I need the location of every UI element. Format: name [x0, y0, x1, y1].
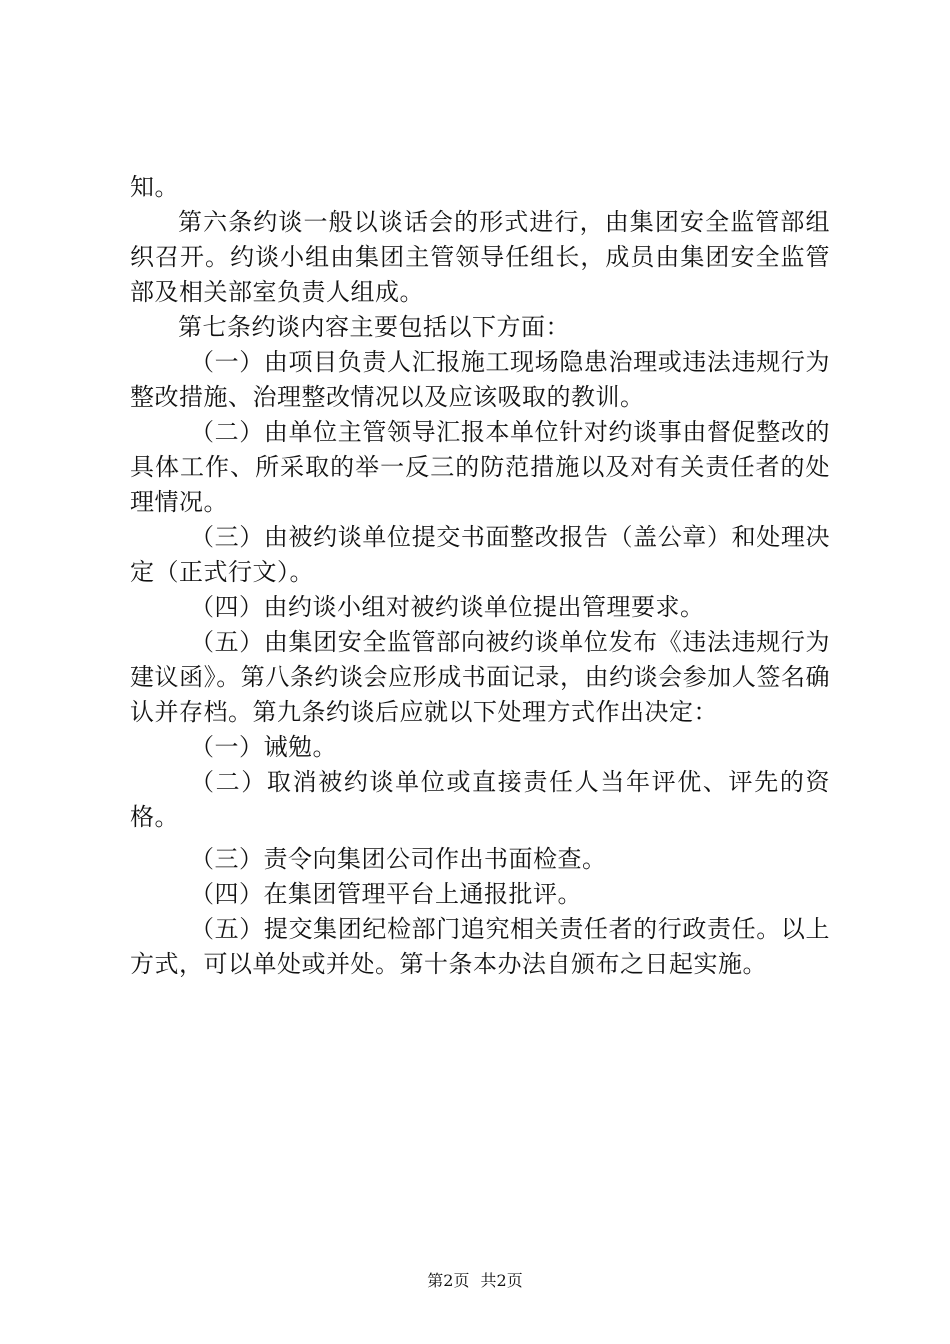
- paragraph-item-5: （五）由集团安全监管部向被约谈单位发布《违法违规行为建议函》。第八条约谈会应形成书面记录，由约谈会参加人签名确认并存档。第九条约谈后应就以下处理方式作出决定：: [130, 628, 830, 726]
- page-footer: [0, 1271, 950, 1291]
- paragraph-item-3: （三）由被约谈单位提交书面整改报告（盖公章）和处理决定（正式行文）。: [130, 523, 830, 586]
- paragraph-continuation: 知。: [130, 173, 179, 201]
- paragraph-measure-1: （一）诫勉。: [190, 733, 337, 761]
- paragraph-article-6: 第六条约谈一般以谈话会的形式进行，由集团安全监管部组织召开。约谈小组由集团主管领导任组长，成员由集团安全监管部及相关部室负责人组成。: [130, 208, 830, 306]
- page-number: 第2页: [427, 1271, 470, 1290]
- paragraph-item-4: （四）由约谈小组对被约谈单位提出管理要求。: [190, 593, 705, 621]
- paragraph-item-1: （一）由项目负责人汇报施工现场隐患治理或违法违规行为整改措施、治理整改情况以及应该吸取的教训。: [130, 348, 830, 411]
- paragraph-article-7: 第七条约谈内容主要包括以下方面：: [178, 313, 570, 341]
- page-total: 共2页: [480, 1271, 523, 1290]
- paragraph-item-2: （二）由单位主管领导汇报本单位针对约谈事由督促整改的具体工作、所采取的举一反三的防范措施以及对有关责任者的处理情况。: [130, 418, 830, 516]
- paragraph-measure-2: （二）取消被约谈单位或直接责任人当年评优、评先的资格。: [130, 768, 830, 831]
- paragraph-measure-3: （三）责令向集团公司作出书面检查。: [190, 845, 607, 873]
- paragraph-measure-5: （五）提交集团纪检部门追究相关责任者的行政责任。以上方式，可以单处或并处。第十条本办法自颁布之日起实施。: [130, 915, 830, 978]
- document-body: [130, 170, 830, 982]
- paragraph-measure-4: （四）在集团管理平台上通报批评。: [190, 880, 582, 908]
